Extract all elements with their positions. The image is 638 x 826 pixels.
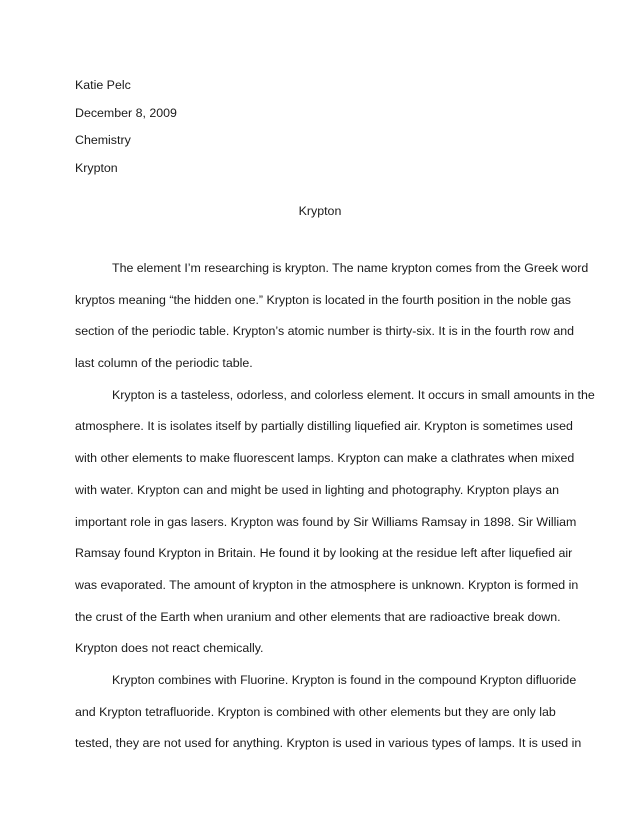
- document-date: December 8, 2009: [75, 105, 177, 120]
- text-line: last column of the periodic table.: [75, 356, 253, 371]
- text-line: with water. Krypton can and might be used in lighting and photography. Krypton plays an: [75, 482, 559, 497]
- paragraph-3: [75, 665, 582, 760]
- document-header: [75, 72, 565, 182]
- course-name: Chemistry: [75, 133, 131, 147]
- text-line: The element I’m researching is krypton. The name krypton comes from the Greek word: [112, 261, 589, 275]
- paragraph-1: [75, 253, 589, 380]
- text-line: kryptos meaning “the hidden one.” Krypton is located in the fourth position in the noble gas: [75, 292, 571, 307]
- document-body: [75, 253, 595, 760]
- text-line: Krypton is a tasteless, odorless, and colorless element. It occurs in small amounts in the: [112, 387, 595, 402]
- text-line: the crust of the Earth when uranium and other elements that are radioactive break down.: [75, 609, 561, 624]
- text-line: important role in gas lasers. Krypton was found by Sir Williams Ramsay in 1898. Sir William: [75, 514, 577, 529]
- text-line: atmosphere. It is isolates itself by partially distilling liquefied air. Krypton is sometimes used: [75, 419, 573, 434]
- document-title: Krypton: [298, 204, 342, 218]
- text-line: and Krypton tetrafluoride. Krypton is combined with other elements but they are only lab: [75, 704, 556, 719]
- text-line: was evaporated. The amount of krypton in the atmosphere is unknown. Krypton is formed in: [75, 577, 579, 592]
- topic-name: Krypton: [75, 160, 118, 175]
- text-line: with other elements to make fluorescent lamps. Krypton can make a clathrates when mixed: [75, 451, 575, 466]
- text-line: section of the periodic table. Krypton’s atomic number is thirty-six. It is in the fourth row and: [75, 324, 575, 339]
- text-line: Krypton does not react chemically.: [75, 641, 264, 656]
- text-line: Ramsay found Krypton in Britain. He found it by looking at the residue left after liquefied air: [75, 546, 573, 561]
- text-line: Krypton combines with Fluorine. Krypton is found in the compound Krypton difluoride: [112, 672, 577, 687]
- paragraph-2: [75, 380, 595, 665]
- author-name: Katie Pelc: [75, 78, 131, 92]
- text-line: tested, they are not used for anything. Krypton is used in various types of lamps. It is used in: [75, 736, 582, 751]
